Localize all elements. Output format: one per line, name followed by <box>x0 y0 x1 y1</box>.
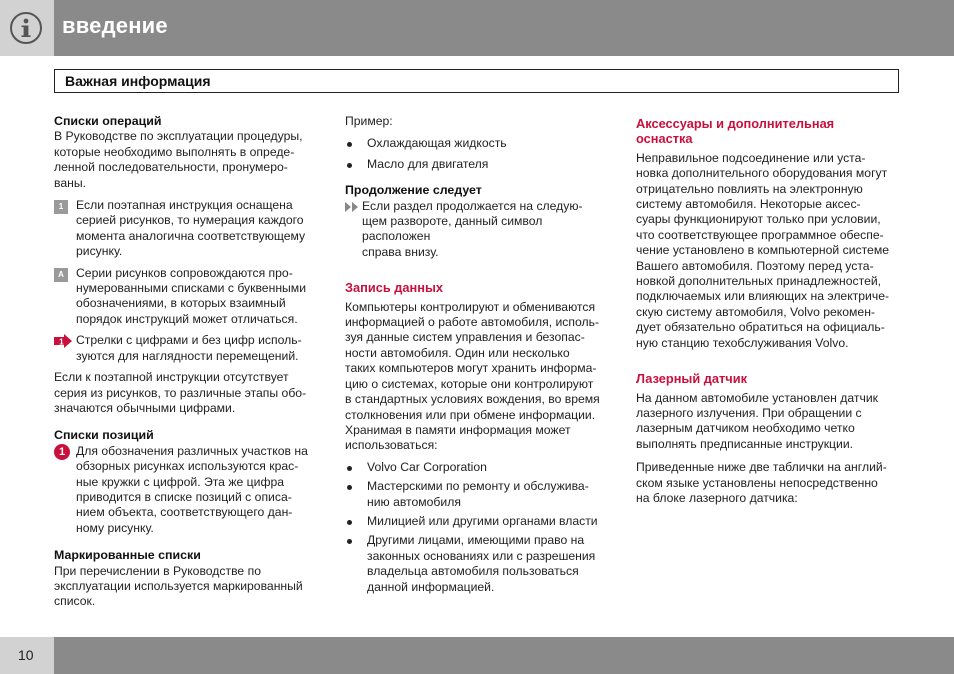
page-footer <box>0 637 954 674</box>
bullet-icon <box>347 520 352 525</box>
arrow-marker-row <box>54 333 324 364</box>
data-usage-bullet-list <box>345 460 613 595</box>
list-item: Милицией или другими органами власти <box>345 514 613 529</box>
bullet-icon <box>347 466 352 471</box>
header-icon-box <box>0 0 54 56</box>
heading-accessories: Аксессуары и дополнительная оснастка <box>636 116 835 147</box>
heading-position-lists: Списки позиций <box>54 428 154 443</box>
paragraph-laser-sensor: На данном автомобиле установлен датчик лазерного излучения. При обращении с лазерным датчиком необходимо четко выполнять предписанные инструкции. <box>636 390 878 451</box>
paragraph-operation-lists: В Руководстве по эксплуатации процедуры, которые необходимо выполнять в опреде- ленной последовательности, пронумеро- ваны. <box>54 129 303 190</box>
section-bar <box>54 69 899 93</box>
column-3 <box>636 116 902 506</box>
page-title: введение <box>62 13 168 38</box>
info-icon <box>9 11 43 45</box>
paragraph-to-be-continued: Если раздел продолжается на следую- щем развороте, данный символ расположен справа внизу. <box>362 198 583 259</box>
bullet-icon <box>347 485 352 490</box>
list-item: Масло для двигателя <box>345 157 613 172</box>
continued-paragraph-wrap <box>345 199 613 261</box>
heading-bulleted-lists: Маркированные списки <box>54 548 201 563</box>
list-item: Volvo Car Corporation <box>345 460 613 475</box>
letter-marker-row <box>54 266 324 328</box>
numbered-arrow-icon <box>54 334 72 348</box>
numbered-marker-text: Если поэтапная инструкция оснащена серией рисунков, то нумерация каждого момента аналогична соответствующему рисунку. <box>76 198 306 259</box>
paragraph-data-recording: Компьютеры контролируют и обмениваются информацией о работе автомобиля, исполь- зуя данные систем управления и безопас- ности автомобиля. Один или несколько таких компьютеров могут хранить информа- цию о системах, которые они контролируют в стандартных условиях вождения, во время столкновения или при обмене информации. Хранимая в памяти информация может использоваться: <box>345 299 600 453</box>
position-marker-text: Для обозначения различных участков на обзорных рисунках используются крас- ные кружки с цифрой. Эта же цифра приводится в списке позиций с описа- нием объекта, соответствующего дан- ному рисунку. <box>76 443 308 535</box>
list-item: Мастерскими по ремонту и обслужива- нию автомобиля <box>345 479 613 510</box>
bullet-icon <box>347 539 352 544</box>
step-number-badge: 1 <box>54 200 68 214</box>
arrow-number-label: 1 <box>59 336 64 347</box>
example-bullet-list <box>345 136 613 172</box>
column-1 <box>54 114 324 610</box>
footer-band <box>54 637 954 674</box>
page-header <box>0 0 954 56</box>
heading-to-be-continued: Продолжение следует <box>345 183 482 198</box>
header-band <box>54 0 954 56</box>
heading-laser-sensor: Лазерный датчик <box>636 371 747 387</box>
paragraph-laser-labels: Приведенные ниже две таблички на англий- ском языке установлены непосредственно на блоке лазерного датчика: <box>636 460 887 505</box>
paragraph-accessories: Неправильное подсоединение или уста- новка дополнительного оборудования могут отрицательно повлиять на электронную систему автомобиля. Некоторые аксес- суары функционируют только при условии, что соответствующее программное обеспе- чение установлено в компьютерной системе Вашего автомобиля. Поэтому перед уста- новкой дополнительных принадлежностей, подключаемых или влияющих на электриче- скую систему автомобиля, Volvo рекомен- дует обязательно обратиться на официаль- ную станцию техобслуживания Volvo. <box>636 150 890 350</box>
list-item: Другими лицами, имеющими право на законных основаниях или с разрешения владельца автомобиля пользоваться данной информацией. <box>345 533 613 595</box>
letter-marker-text: Серии рисунков сопровождаются про- нумерованными списками с буквенными обозначениями, в которых взаимный порядок инструкций может отличаться. <box>76 265 306 326</box>
column-2 <box>345 114 613 595</box>
bullet-icon <box>347 163 352 168</box>
paragraph-bulleted-lists: При перечислении в Руководстве по эксплуатации используется маркированный список. <box>54 563 303 609</box>
page-number: 10 <box>18 647 34 663</box>
double-arrow-continue-icon <box>345 202 359 212</box>
position-marker-row <box>54 444 324 536</box>
paragraph-no-illustrations: Если к поэтапной инструкции отсутствует серия из рисунков, то различные этапы обо- значаются обычными цифрами. <box>54 370 307 415</box>
example-label: Пример: <box>345 114 393 128</box>
step-letter-badge: A <box>54 268 68 282</box>
numbered-marker-row <box>54 198 324 260</box>
position-number-badge: 1 <box>54 444 70 460</box>
arrow-marker-text: Стрелки с цифрами и без цифр исполь- зуются для наглядности перемещений. <box>76 333 302 363</box>
list-item: Охлаждающая жидкость <box>345 136 613 151</box>
heading-operation-lists: Списки операций <box>54 114 162 128</box>
bullet-icon <box>347 142 352 147</box>
heading-data-recording: Запись данных <box>345 280 444 296</box>
section-title: Важная информация <box>65 73 211 89</box>
